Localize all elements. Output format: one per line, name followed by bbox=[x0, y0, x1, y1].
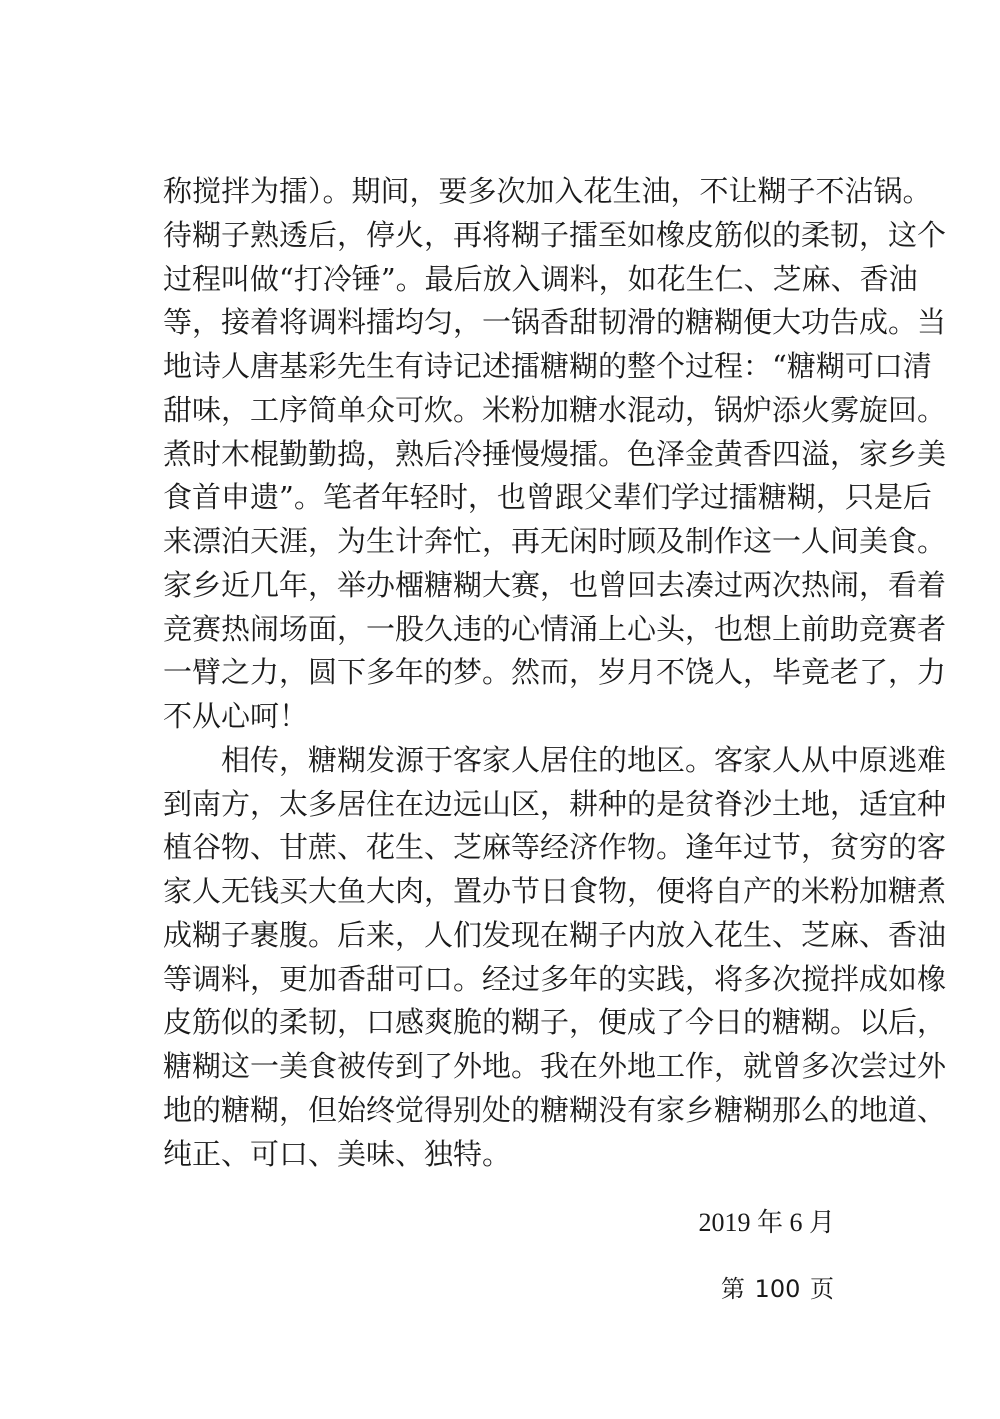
page-label-suffix: 页 bbox=[810, 1275, 834, 1303]
text-line: 竞赛热闹场面，一股久违的心情涌上心头，也想上前助竞赛者 bbox=[163, 611, 947, 646]
text-line: 等调料，更加香甜可口。经过多年的实践，将多次搅拌成如橡 bbox=[163, 961, 947, 996]
text-line: 纯正、可口、美味、独特。 bbox=[163, 1136, 512, 1171]
page-number-value: 100 bbox=[754, 1275, 801, 1303]
text-line: 糖糊这一美食被传到了外地。我在外地工作，就曾多次尝过外 bbox=[163, 1049, 947, 1083]
text-line: 来漂泊天涯，为生计奔忙，再无闲时顾及制作这一人间美食。 bbox=[163, 524, 947, 558]
text-line: 植谷物、甘蔗、花生、芝麻等经济作物。逢年过节，贫穷的客 bbox=[163, 830, 947, 865]
text-line: 称搅拌为擂）。期间，要多次加入花生油，不让糊子不沾锅。 bbox=[163, 174, 932, 208]
text-line: 食首申遗”。笔者年轻时，也曾跟父辈们学过擂糖糊，只是后 bbox=[163, 480, 932, 515]
page-label-prefix: 第 bbox=[720, 1275, 745, 1303]
text-line: 到南方，太多居住在边远山区，耕种的是贫脊沙土地，适宜种 bbox=[163, 786, 947, 821]
text-line: 不从心呵！ bbox=[163, 699, 309, 733]
text-line: 家人无钱买大鱼大肉，置办节日食物，便将自产的米粉加糖煮 bbox=[163, 874, 947, 908]
paragraph-start-line: 相传，糖糊发源于客家人居住的地区。客家人从中原逃难 bbox=[163, 742, 947, 777]
text-line: 甜味，工序简单众可炊。米粉加糖水混动，锅炉添火雾旋回。 bbox=[163, 392, 947, 427]
text-line: 家乡近几年，举办橊糖糊大赛，也曾回去凑过两次热闹，看着 bbox=[163, 567, 947, 602]
text-line: 等，接着将调料擂均匀，一锅香甜韧滑的糖糊便大功告成。当 bbox=[163, 305, 947, 340]
text-line: 过程叫做“打冷锤”。最后放入调料，如花生仁、芝麻、香油 bbox=[163, 261, 918, 296]
text-line: 一臂之力，圆下多年的梦。然而，岁月不饶人，毕竟老了，力 bbox=[163, 655, 947, 690]
text-line: 地诗人唐基彩先生有诗记述擂糖糊的整个过程：“糖糊可口清 bbox=[163, 349, 932, 383]
essay-body bbox=[163, 170, 947, 1176]
text-line: 成糊子裹腹。后来，人们发现在糊子内放入花生、芝麻、香油 bbox=[163, 917, 947, 952]
text-line: 皮筋似的柔韧，口感爽脆的糊子，便成了今日的糖糊。以后， bbox=[163, 1005, 947, 1040]
text-line: 待糊子熟透后，停火，再将糊子擂至如橡皮筋似的柔韧，这个 bbox=[163, 217, 947, 252]
essay-date: 2019 年 6 月 bbox=[698, 1208, 835, 1237]
text-line: 地的糖糊，但始终觉得别处的糖糊没有家乡糖糊那么的地道、 bbox=[163, 1092, 947, 1127]
page-number bbox=[721, 1272, 834, 1306]
text-line: 煮时木棍勤勤捣，熟后冷捶慢熳擂。色泽金黄香四溢，家乡美 bbox=[163, 436, 947, 471]
